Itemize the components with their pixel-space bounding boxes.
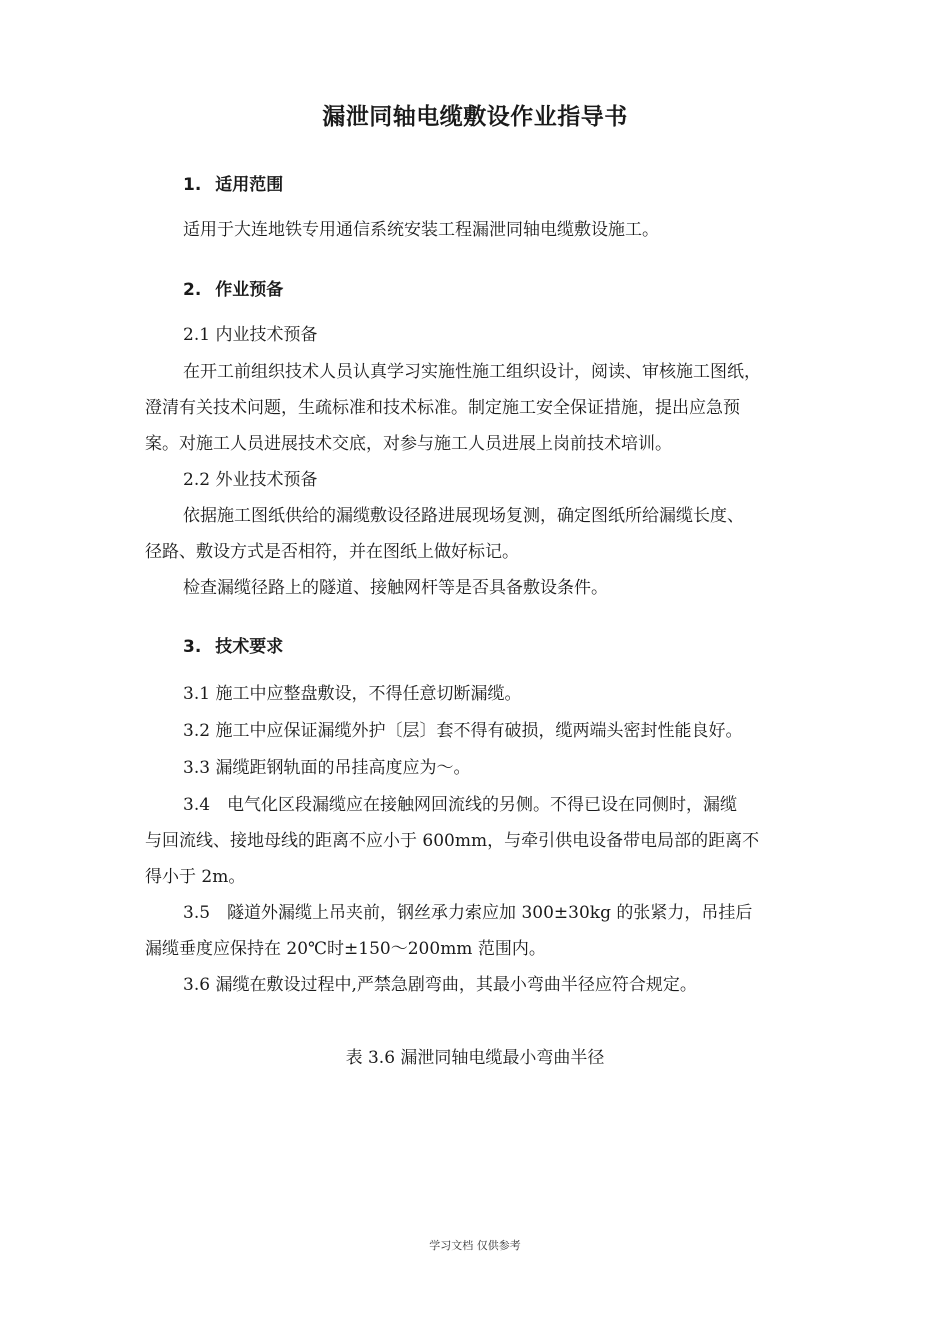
requirement-3-3: 3.3 漏缆距钢轨面的吊挂高度应为～。 xyxy=(183,758,471,778)
section-1-paragraph: 适用于大连地铁专用通信系统安装工程漏泄同轴电缆敷设施工。 xyxy=(183,220,659,240)
requirement-3-1: 3.1 施工中应整盘敷设，不得任意切断漏缆。 xyxy=(183,684,522,704)
section-2-title: 作业预备 xyxy=(215,280,284,300)
paragraph-line: 案。对施工人员进展技术交底，对参与施工人员进展上岗前技术培训。 xyxy=(145,434,672,454)
paragraph-line: 径路、敷设方式是否相符，并在图纸上做好标记。 xyxy=(145,542,519,562)
requirement-3-6: 3.6 漏缆在敷设过程中,严禁急剧弯曲，其最小弯曲半径应符合规定。 xyxy=(183,975,697,995)
paragraph-line: 依据施工图纸供给的漏缆敷设径路进展现场复测，确定图纸所给漏缆长度、 xyxy=(183,506,744,526)
requirement-3-4-line: 得小于 2m。 xyxy=(145,867,246,887)
section-2-number: 2. xyxy=(183,280,202,300)
table-caption: 表 3.6 漏泄同轴电缆最小弯曲半径 xyxy=(345,1048,605,1068)
page-footer: 学习文档 仅供参考 xyxy=(429,1239,521,1252)
section-3-number: 3. xyxy=(183,637,202,657)
requirement-3-5-line: 3.5 隧道外漏缆上吊夹前，钢丝承力索应加 300±30kg 的张紧力，吊挂后 xyxy=(183,903,753,923)
section-3-heading xyxy=(183,632,283,657)
requirement-3-4-line: 与回流线、接地母线的距离不应小于 600mm，与牵引供电设备带电局部的距离不 xyxy=(145,831,760,851)
section-3-title: 技术要求 xyxy=(215,637,284,657)
document-title: 漏泄同轴电缆敷设作业指导书 xyxy=(322,104,628,130)
subsection-2-1-heading: 2.1 内业技术预备 xyxy=(183,325,318,345)
paragraph-line: 在开工前组织技术人员认真学习实施性施工组织设计，阅读、审核施工图纸， xyxy=(183,362,761,382)
section-1-title: 适用范围 xyxy=(215,175,284,195)
section-1-number: 1. xyxy=(183,175,202,195)
requirement-3-5-line: 漏缆垂度应保持在 20℃时±150～200mm 范围内。 xyxy=(145,939,546,959)
subsection-2-2-heading: 2.2 外业技术预备 xyxy=(183,470,318,490)
requirement-3-2: 3.2 施工中应保证漏缆外护〔层〕套不得有破损，缆两端头密封性能良好。 xyxy=(183,721,743,741)
section-1-heading xyxy=(183,170,283,195)
section-2-heading xyxy=(183,275,283,300)
requirement-3-4-line: 3.4 电气化区段漏缆应在接触网回流线的另侧。不得已设在同侧时，漏缆 xyxy=(183,795,738,815)
paragraph-line: 检查漏缆径路上的隧道、接触网杆等是否具备敷设条件。 xyxy=(183,578,608,598)
paragraph-line: 澄清有关技术问题，生疏标准和技术标准。制定施工安全保证措施，提出应急预 xyxy=(145,398,740,418)
